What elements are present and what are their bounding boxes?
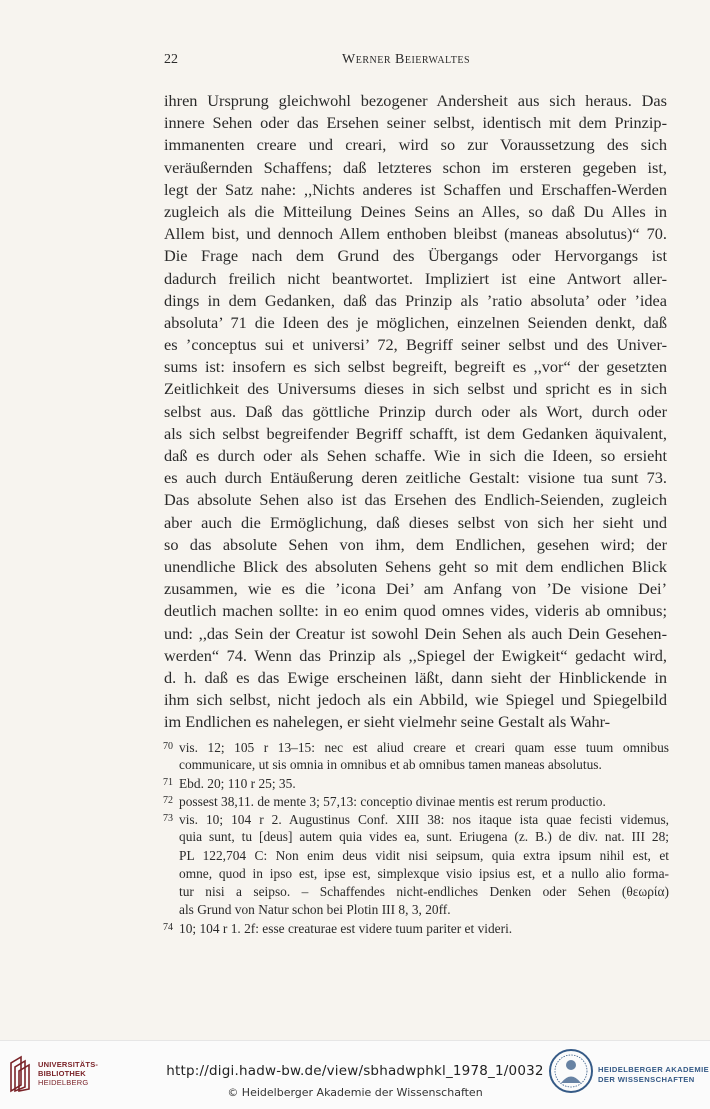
- body-line: daß es durch oder als Sehen schaffe. Wie in sich die Ideen, so ersieht: [164, 446, 667, 465]
- body-line: im Endlichen es nahelegen, er sieht vielmehr seine Gestalt als Wahr-: [164, 712, 611, 732]
- viewer-footer: [0, 1040, 710, 1109]
- footnote-number: 70: [163, 741, 173, 752]
- running-head-title: Werner Beierwaltes: [342, 52, 471, 67]
- footnote-text: communicare, ut sis omnia in omnibus et ab omnibus tamen maneas absolutus.: [179, 757, 602, 773]
- body-line: legt der Satz nahe: ,,Nichts anderes ist Schaffen und Erschaffen-Werden: [164, 179, 667, 199]
- body-line: es ’conceptus sui et universi’ 72, Begriff seiner selbst und des Univer-: [164, 335, 667, 355]
- footnote-line: [163, 774, 669, 792]
- body-line: es auch durch Entäußerung deren zeitliche Gestalt: visione tua sunt 73.: [164, 468, 667, 488]
- body-line: aber auch die Ermöglichung, daß dieses selbst von sich her sieht und: [164, 512, 667, 532]
- footnote-number: 73: [163, 813, 173, 825]
- academy-seal-icon: [548, 1048, 594, 1094]
- body-line: ihm sich selbst, nicht jedoch als ein Abbild, wie Spiegel und Spiegelbild: [164, 690, 667, 710]
- permalink-url[interactable]: http://digi.hadw-bw.de/view/sbhadwphkl_1978_1/0032: [166, 1063, 544, 1079]
- academy-name: [598, 1065, 709, 1085]
- body-line: sums ist: insofern es sich selbst begreift, begreift es ,,vor“ der gesetzten: [164, 357, 667, 377]
- body-line: selbst aus. Daß das göttliche Prinzip durch oder als Wort, durch oder: [164, 401, 667, 421]
- body-line: deutlich machen sollte: in eo enim quod omnes vides, videris ab omnibus;: [164, 601, 667, 621]
- footnote-line: [163, 792, 669, 810]
- footnote-number: 71: [163, 777, 173, 789]
- body-line: innere Sehen oder das Ersehen seiner selbst, identisch mit dem Prinzip-: [164, 113, 667, 133]
- footnote-text: vis. 12; 105 r 13–15: nec est aliud creare et creari quam esse tuum omnibus: [179, 740, 669, 755]
- footnote-text: Ebd. 20; 110 r 25; 35.: [179, 776, 296, 792]
- body-line: Die Frage nach dem Grund des Übergangs oder Hervorgangs ist: [164, 246, 667, 266]
- footnote-number: 72: [163, 795, 173, 807]
- body-line: absoluta’ 71 die Ideen des je möglichen, einzelnen Seienden denkt, daß: [164, 312, 667, 332]
- body-text: [164, 90, 667, 733]
- footnote-number: 74: [163, 921, 173, 933]
- footnote-line: [163, 810, 669, 828]
- academy-name-line-1: HEIDELBERGER AKADEMIE: [598, 1065, 710, 1074]
- body-line: dadurch freilich nicht beantwortet. Impliziert ist eine Antwort aller-: [164, 268, 667, 288]
- body-line: Zeitlichkeit des Universums dieses in sich selbst und spricht es in sich: [164, 379, 667, 399]
- footnote-text: PL 122,704 C: Non enim deus vidit nisi seipsum, quia extra ipsum nihil est, et: [179, 847, 669, 863]
- footnote-line: [163, 901, 669, 919]
- body-line: zusammen, wie es die ’icona Dei’ am Anfang von ’De visione Dei’: [164, 579, 667, 599]
- body-line: unendliche Blick des absoluten Sehens geht so mit dem endlichen Blick: [164, 556, 667, 576]
- page-number: 22: [164, 52, 178, 67]
- body-line: so das absolute Sehen von ihm, dem Endlichen, gesehen wird; der: [164, 534, 667, 554]
- body-line: dings in dem Gedanken, daß das Prinzip als ’ratio absoluta’ oder ’idea: [164, 290, 667, 310]
- body-line: zugleich als die Mitteilung Deines Seins an Alles, so daß Du Alles in: [164, 201, 667, 221]
- footnote-text: vis. 10; 104 r 2. Augustinus Conf. XIII 38: nos itaque ista quae fecisti videmus,: [179, 812, 669, 828]
- footnote-text: als Grund von Natur schon bei Plotin III 8, 3, 20ff.: [179, 901, 451, 917]
- body-line: ihren Ursprung gleichwohl bezogener Andersheit aus sich heraus. Das: [164, 91, 667, 110]
- footnotes: [163, 738, 669, 937]
- academy-name-line-2: DER WISSENSCHAFTEN: [598, 1075, 695, 1084]
- footnote-line: [163, 883, 669, 901]
- copyright-notice: © Heidelberger Akademie der Wissenschaften: [227, 1086, 483, 1099]
- footnote-line: [163, 828, 669, 846]
- running-head: [164, 52, 670, 72]
- footnote-text: quia sunt, tu [deus] autem quia vides ea, sunt. Eriugena (z. B.) de div. nat. III 28;: [179, 829, 669, 845]
- footnote-line: [163, 738, 669, 756]
- body-line: werden“ 74. Wenn das Prinzip als ,,Spiegel der Ewigkeit“ gedacht wird,: [164, 645, 667, 665]
- footnote-line: [163, 756, 669, 774]
- library-name-line-3: HEIDELBERG: [38, 1078, 89, 1087]
- footnote-text: possest 38,11. de mente 3; 57,13: conceptio divinae mentis est rerum productio.: [179, 794, 606, 810]
- body-line: veräußernden Schaffens; daß letzteres schon im ersteren gegeben ist,: [164, 157, 667, 177]
- body-line: Allem bist, und dennoch Allem enthoben bleibst (maneas absolutus)“ 70.: [164, 224, 667, 244]
- body-line: d. h. daß es das Ewige erscheinen läßt, dann sieht der Hinblickende in: [164, 667, 667, 687]
- body-line: und: ,,das Sein der Creatur ist sowohl Dein Sehen als auch Dein Gesehen-: [164, 623, 667, 643]
- footnote-text: omne, quod in ipso est, ipse est, simplexque visio ipsius est, et a nullo alio forma-: [179, 865, 669, 881]
- footnote-text: 10; 104 r 1. 2f: esse creaturae est videre tuum pariter et videri.: [179, 920, 513, 936]
- body-line: Das absolute Sehen also ist das Ersehen des Endlich-Seienden, zugleich: [164, 490, 667, 510]
- footnote-text: tur nisi a seipso. – Schaffendes nicht-endliches Denken oder Sehen (θεωρία): [179, 883, 669, 899]
- library-name-line-1: UNIVERSITÄTS-: [38, 1060, 99, 1069]
- footnote-line: [163, 865, 669, 883]
- footnote-line: [163, 847, 669, 865]
- body-line: als sich selbst begreifender Begriff schafft, ist dem Gedanken äquivalent,: [164, 423, 667, 443]
- footnote-line: [163, 919, 669, 937]
- library-name-line-2: BIBLIOTHEK: [38, 1069, 86, 1078]
- body-line: immanenten creare und creari, wird so zur Voraussetzung des sich: [164, 135, 667, 155]
